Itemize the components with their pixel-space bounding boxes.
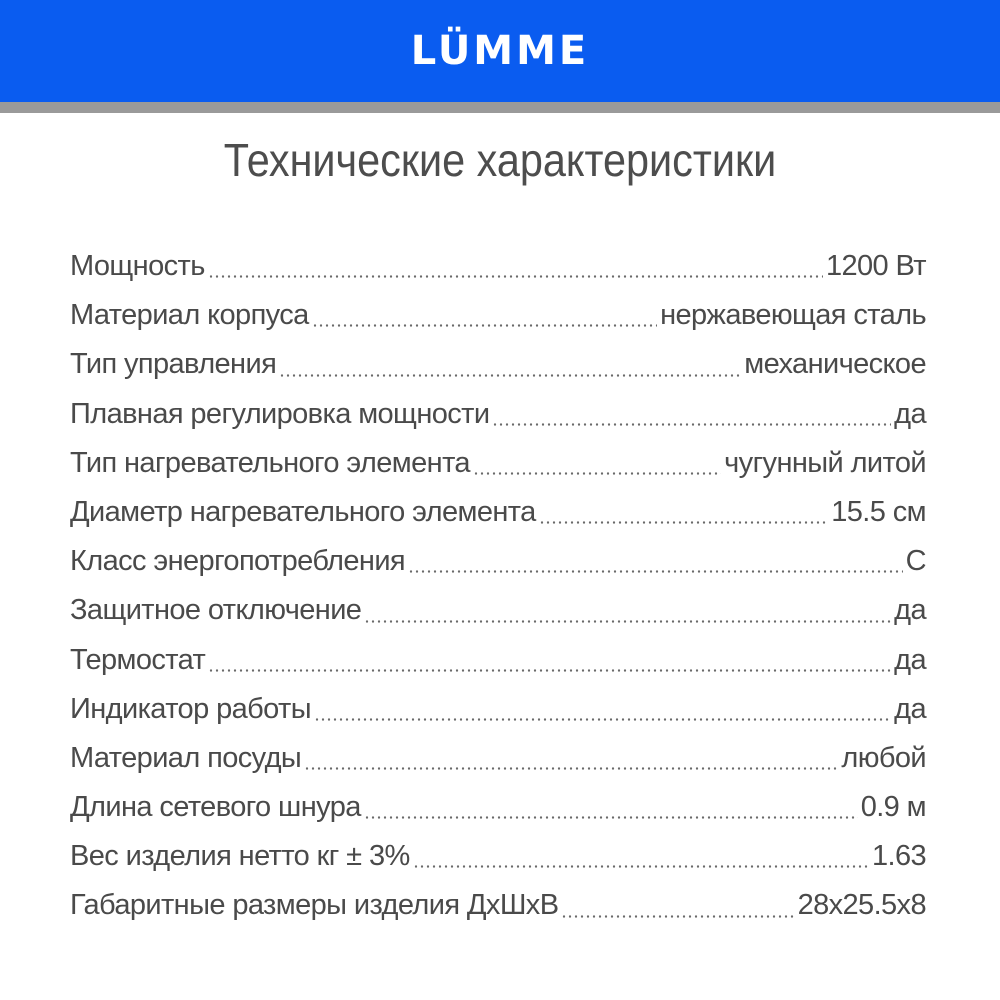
spec-value: нержавеющая сталь (660, 299, 926, 332)
dot-leader (539, 521, 829, 524)
spec-row (70, 783, 926, 832)
spec-row (70, 291, 926, 340)
spec-row (70, 439, 926, 488)
dot-leader (473, 472, 721, 475)
spec-row (70, 242, 926, 291)
spec-row (70, 340, 926, 389)
spec-value: любой (841, 741, 926, 774)
dot-leader (208, 669, 891, 672)
spec-label: Габаритные размеры изделия ДхШхВ (70, 889, 559, 922)
spec-value: C (905, 545, 926, 578)
spec-value: чугунный литой (724, 446, 926, 479)
spec-value: механическое (744, 348, 926, 381)
spec-list (70, 242, 926, 931)
dot-leader (314, 718, 891, 721)
header-divider (0, 102, 1000, 113)
dot-leader (364, 620, 891, 623)
spec-row (70, 390, 926, 439)
spec-label: Плавная регулировка мощности (70, 397, 490, 430)
spec-value: 0.9 м (860, 791, 926, 824)
spec-value: да (894, 692, 926, 725)
spec-label: Материал корпуса (70, 299, 309, 332)
spec-label: Индикатор работы (70, 692, 311, 725)
spec-row (70, 537, 926, 586)
brand-logo: LÜMME (410, 28, 590, 74)
dot-leader (279, 374, 741, 377)
spec-row (70, 734, 926, 783)
dot-leader (408, 570, 903, 573)
spec-row (70, 586, 926, 635)
spec-label: Диаметр нагревательного элемента (70, 495, 536, 528)
page-title: Технические характеристики (223, 134, 777, 186)
spec-label: Класс энергопотребления (70, 545, 406, 578)
spec-row (70, 685, 926, 734)
spec-value: 15.5 см (831, 495, 926, 528)
spec-value: да (894, 643, 926, 676)
spec-label: Материал посуды (70, 741, 302, 774)
spec-value: 1.63 (871, 840, 926, 873)
spec-label: Тип управления (70, 348, 277, 381)
spec-row (70, 488, 926, 537)
spec-value: 28x25.5x8 (797, 889, 926, 922)
dot-leader (312, 324, 657, 327)
spec-row (70, 636, 926, 685)
dot-leader (304, 767, 838, 770)
brand-header (0, 0, 1000, 102)
spec-label: Вес изделия нетто кг ± 3% (70, 840, 410, 873)
spec-row (70, 881, 926, 930)
spec-label: Мощность (70, 250, 205, 282)
spec-row (70, 832, 926, 881)
spec-value: да (894, 594, 926, 627)
dot-leader (364, 816, 858, 819)
spec-value: да (894, 397, 926, 430)
dot-leader (492, 423, 891, 426)
dot-leader (413, 865, 869, 868)
dot-leader (561, 915, 794, 918)
spec-label: Тип нагревательного элемента (70, 446, 470, 479)
dot-leader (208, 275, 823, 278)
spec-value: 1200 Вт (825, 250, 926, 282)
spec-label: Длина сетевого шнура (70, 791, 361, 824)
spec-label: Термостат (70, 643, 206, 676)
spec-label: Защитное отключение (70, 594, 362, 627)
